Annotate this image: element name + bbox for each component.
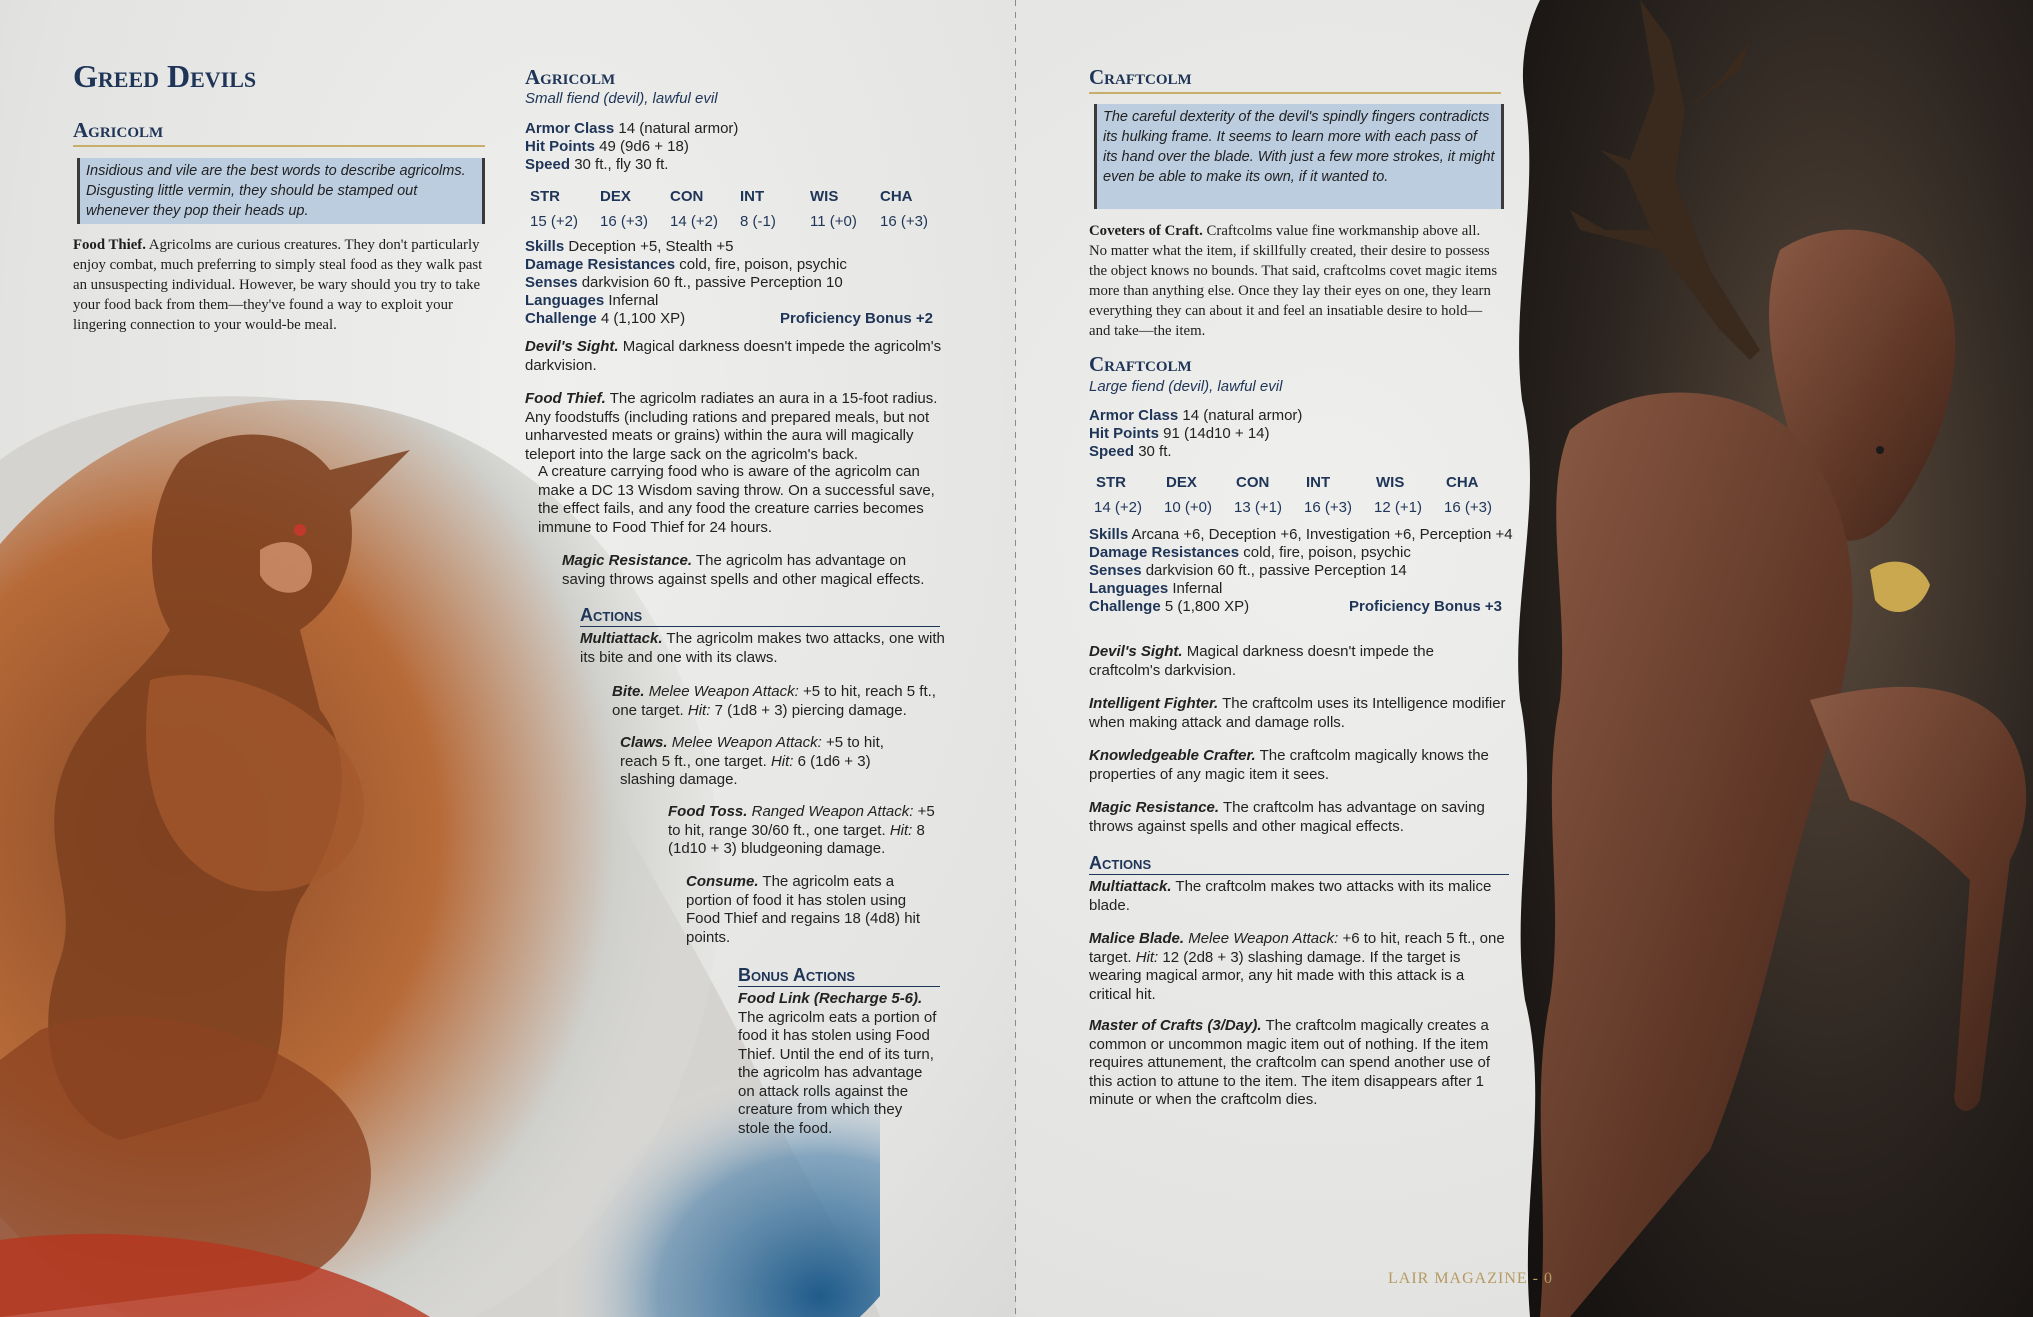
challenge-value: 4 (1,100 XP)	[600, 310, 686, 327]
action-text: The craftcolm makes two attacks with its malice blade.	[1089, 878, 1492, 914]
ability-value: 14 (+2)	[670, 213, 718, 230]
left-page	[0, 0, 1016, 1317]
skills-value: Arcana +6, Deception +6, Investigation +6, Perception +4	[1131, 526, 1513, 543]
trait-devils-sight	[525, 338, 945, 375]
statblock-core	[525, 120, 945, 174]
damage-text: 6 (1d6 + 3) slashing damage.	[620, 752, 871, 788]
hit-label: Hit:	[889, 821, 913, 839]
attack-type: Melee Weapon Attack:	[671, 734, 822, 751]
trait-name: Devil's Sight.	[1089, 643, 1183, 660]
trait-magic-resistance	[562, 552, 947, 589]
section-heading-craftcolm: Craftcolm	[1089, 65, 1501, 94]
languages-label: Languages	[525, 292, 605, 309]
intro-title: Coveters of Craft.	[1089, 223, 1203, 239]
agricolm-intro	[73, 235, 485, 335]
ability-scores	[530, 188, 950, 232]
action-text: +5 to hit, range 30/60 ft., one target.	[668, 803, 935, 839]
challenge-label: Challenge	[1089, 598, 1161, 615]
intro-text: Craftcolms value fine workmanship above all. No matter what the item, if skillfully created, their desire to possess the object knows no bounds. That said, craftcolms covet magic items more than anything else. Once they lay their eyes on one, they learn everything they can about it and feel an insatiable desire to hold—and take—the item.	[1089, 223, 1498, 339]
hit-label: Hit:	[1135, 948, 1159, 966]
section-heading-agricolm: Agricolm	[73, 118, 485, 147]
speed-label: Speed	[525, 156, 571, 173]
damage-text: 7 (1d8 + 3) piercing damage.	[714, 701, 907, 719]
quote-text: The careful dexterity of the devil's spindly fingers contradicts its hulking frame. It seems to learn more with each pass of its hand over the blade. With just a few more strokes, it might even be able to make its own, if it wanted to.	[1103, 109, 1495, 185]
dr-value: cold, fire, poison, psychic	[1243, 544, 1411, 561]
trait-name: Knowledgeable Crafter.	[1089, 747, 1256, 764]
right-page	[1016, 0, 2033, 1317]
skills-label: Skills	[1089, 526, 1129, 543]
action-name: Multiattack.	[1089, 878, 1172, 895]
action-name: Master of Crafts (3/Day).	[1089, 1017, 1262, 1034]
ability-value: 16 (+3)	[880, 213, 928, 230]
bonus-actions-heading: Bonus Actions	[738, 965, 940, 987]
action-text: +5 to hit, reach 5 ft., one target.	[620, 734, 884, 770]
intro-title: Food Thief.	[73, 237, 146, 253]
trait-intelligent-fighter	[1089, 695, 1509, 732]
trait-text: Magical darkness doesn't impede the agricolm's darkvision.	[525, 338, 942, 374]
ac-label: Armor Class	[525, 120, 615, 137]
ability-value: 14 (+2)	[1094, 499, 1142, 516]
ability-name: CON	[1236, 474, 1270, 491]
ability-name: CHA	[1446, 474, 1479, 491]
ability-value: 13 (+1)	[1234, 499, 1282, 516]
ability-name: INT	[1306, 474, 1331, 491]
skills-label: Skills	[525, 238, 565, 255]
trait-knowledgeable-crafter	[1089, 747, 1514, 784]
attack-type: Melee Weapon Attack:	[1188, 930, 1339, 947]
speed-value: 30 ft.	[1138, 443, 1172, 460]
trait-devils-sight	[1089, 643, 1509, 680]
statblock-name-craftcolm: Craftcolm	[1089, 352, 1192, 376]
action-name: Bite.	[612, 683, 645, 700]
ability-name: DEX	[1166, 474, 1197, 491]
damage-text: 12 (2d8 + 3) slashing damage. If the target is wearing magical armor, any hit made with this attack is a critical hit.	[1089, 948, 1465, 1003]
languages-value: Infernal	[608, 292, 659, 309]
action-name: Claws.	[620, 734, 668, 751]
trait-text: The craftcolm uses its Intelligence modifier when making attack and damage rolls.	[1089, 695, 1506, 731]
actions-heading: Actions	[1089, 853, 1509, 875]
action-malice-blade	[1089, 930, 1509, 1004]
trait-name: Intelligent Fighter.	[1089, 695, 1219, 712]
action-food-toss	[668, 803, 936, 859]
senses-label: Senses	[1089, 562, 1142, 579]
intro-text: Agricolms are curious creatures. They don't particularly enjoy combat, much preferring to simply steal food as they walk past an unsuspecting individual. However, be wary should you try to take your food back from them—they've found a way to exploit your lingering connection to your would-be meal.	[73, 237, 483, 333]
challenge-label: Challenge	[525, 310, 597, 327]
statblock-type: Small fiend (devil), lawful evil	[525, 90, 718, 107]
trait-text: The craftcolm magically knows the properties of any magic item it sees.	[1089, 747, 1489, 783]
craftcolm-illustration	[1510, 0, 2033, 1317]
trait-text: The agricolm has advantage on saving throws against spells and other magical effects.	[562, 552, 925, 588]
hit-label: Hit:	[770, 752, 794, 770]
speed-value: 30 ft., fly 30 ft.	[574, 156, 669, 173]
attack-type: Melee Weapon Attack:	[648, 683, 799, 700]
action-claws	[620, 734, 920, 790]
trait-text: The agricolm radiates an aura in a 15-foot radius. Any foodstuffs (including rations and prepared meals, but not unharvested meats or grains) within the aura will magically teleport into the large sack on the agricolm's back.	[525, 390, 938, 463]
statblock-details	[1089, 526, 1514, 616]
statblock-type: Large fiend (devil), lawful evil	[1089, 378, 1283, 395]
trait-food-thief	[525, 390, 945, 464]
bonus-food-link	[738, 990, 938, 1138]
ac-value: 14 (natural armor)	[618, 120, 739, 137]
hp-value: 91 (14d10 + 14)	[1163, 425, 1270, 442]
action-consume	[686, 873, 936, 947]
actions-heading: Actions	[580, 605, 940, 627]
action-text: The agricolm eats a portion of food it has stolen using Food Thief. Until the end of its turn, the agricolm has advantage on attack rolls against the creature from which they stole the food.	[738, 1008, 937, 1137]
hp-label: Hit Points	[525, 138, 595, 155]
hp-label: Hit Points	[1089, 425, 1159, 442]
trait-magic-resistance	[1089, 799, 1509, 836]
ability-name: STR	[1096, 474, 1126, 491]
ability-value: 12 (+1)	[1374, 499, 1422, 516]
page-title: Greed Devils	[73, 58, 257, 94]
pb-label: Proficiency Bonus	[1349, 598, 1481, 615]
craftcolm-intro	[1089, 221, 1501, 341]
statblock-core	[1089, 407, 1509, 461]
dr-label: Damage Resistances	[1089, 544, 1240, 561]
ability-name: WIS	[810, 188, 839, 205]
ability-name: CON	[670, 188, 704, 205]
action-text: +6 to hit, reach 5 ft., one target.	[1089, 930, 1505, 966]
trait-name: Magic Resistance.	[562, 552, 693, 569]
ability-name: STR	[530, 188, 560, 205]
trait-text: The craftcolm has advantage on saving throws against spells and other magical effects.	[1089, 799, 1485, 835]
quote-text: Insidious and vile are the best words to describe agricolms. Disgusting little vermin, they should be stamped out whenever they pop their heads up.	[86, 163, 466, 219]
pb-value: +2	[915, 310, 933, 327]
pb-value: +3	[1484, 598, 1502, 615]
pb-label: Proficiency Bonus	[780, 310, 912, 327]
languages-value: Infernal	[1172, 580, 1223, 597]
ability-value: 16 (+3)	[1444, 499, 1492, 516]
action-name: Malice Blade.	[1089, 930, 1185, 947]
hit-label: Hit:	[687, 701, 711, 719]
agricolm-flavor-quote	[77, 158, 485, 224]
trait-name: Devil's Sight.	[525, 338, 619, 355]
ability-value: 10 (+0)	[1164, 499, 1212, 516]
ability-value: 15 (+2)	[530, 213, 578, 230]
statblock-details	[525, 238, 945, 328]
dr-label: Damage Resistances	[525, 256, 676, 273]
ac-value: 14 (natural armor)	[1182, 407, 1303, 424]
senses-value: darkvision 60 ft., passive Perception 14	[1145, 562, 1407, 579]
action-name: Consume.	[686, 873, 759, 890]
damage-text: 8 (1d10 + 3) bludgeoning damage.	[668, 821, 925, 857]
action-master-of-crafts	[1089, 1017, 1509, 1110]
ability-value: 8 (-1)	[740, 213, 776, 230]
action-multiattack	[1089, 878, 1509, 915]
ability-value: 11 (+0)	[810, 213, 857, 230]
action-name: Multiattack.	[580, 630, 663, 647]
ability-name: INT	[740, 188, 765, 205]
trait-text: A creature carrying food who is aware of the agricolm can make a DC 13 Wisdom saving throw. On a successful save, the effect fails, and any food the creature carries becomes immune to Food Thief for 24 hours.	[538, 463, 935, 536]
action-name: Food Toss.	[668, 803, 748, 820]
ability-name: CHA	[880, 188, 913, 205]
ability-name: WIS	[1376, 474, 1405, 491]
ability-scores	[1096, 474, 1516, 518]
action-text: The craftcolm magically creates a common or uncommon magic item out of nothing. If the item requires attunement, the craftcolm can spend another use of this action to attune to the item. The item disappears after 1 minute or when the craftcolm dies.	[1089, 1017, 1491, 1108]
attack-type: Ranged Weapon Attack:	[751, 803, 914, 820]
senses-label: Senses	[525, 274, 578, 291]
action-text: The agricolm makes two attacks, one with its bite and one with its claws.	[580, 630, 945, 666]
ability-value: 16 (+3)	[600, 213, 648, 230]
action-name: Food Link (Recharge 5-6).	[738, 990, 923, 1007]
trait-food-thief-save	[538, 463, 938, 537]
ac-label: Armor Class	[1089, 407, 1179, 424]
speed-label: Speed	[1089, 443, 1135, 460]
ability-name: DEX	[600, 188, 631, 205]
dr-value: cold, fire, poison, psychic	[679, 256, 847, 273]
trait-name: Food Thief.	[525, 390, 606, 407]
ability-value: 16 (+3)	[1304, 499, 1352, 516]
languages-label: Languages	[1089, 580, 1169, 597]
action-bite	[612, 683, 947, 720]
statblock-name-agricolm: Agricolm	[525, 65, 616, 89]
skills-value: Deception +5, Stealth +5	[568, 238, 734, 255]
challenge-value: 5 (1,800 XP)	[1164, 598, 1250, 615]
craftcolm-flavor-quote	[1094, 104, 1504, 209]
hp-value: 49 (9d6 + 18)	[599, 138, 689, 155]
action-text: The agricolm eats a portion of food it has stolen using Food Thief and regains 18 (4d8) hit points.	[686, 873, 921, 946]
senses-value: darkvision 60 ft., passive Perception 10	[581, 274, 843, 291]
trait-text: Magical darkness doesn't impede the craftcolm's darkvision.	[1089, 643, 1434, 679]
action-multiattack	[580, 630, 945, 667]
action-text: +5 to hit, reach 5 ft., one target.	[612, 683, 936, 719]
page-footer: LAIR MAGAZINE - 0	[1388, 1270, 1553, 1287]
trait-name: Magic Resistance.	[1089, 799, 1220, 816]
